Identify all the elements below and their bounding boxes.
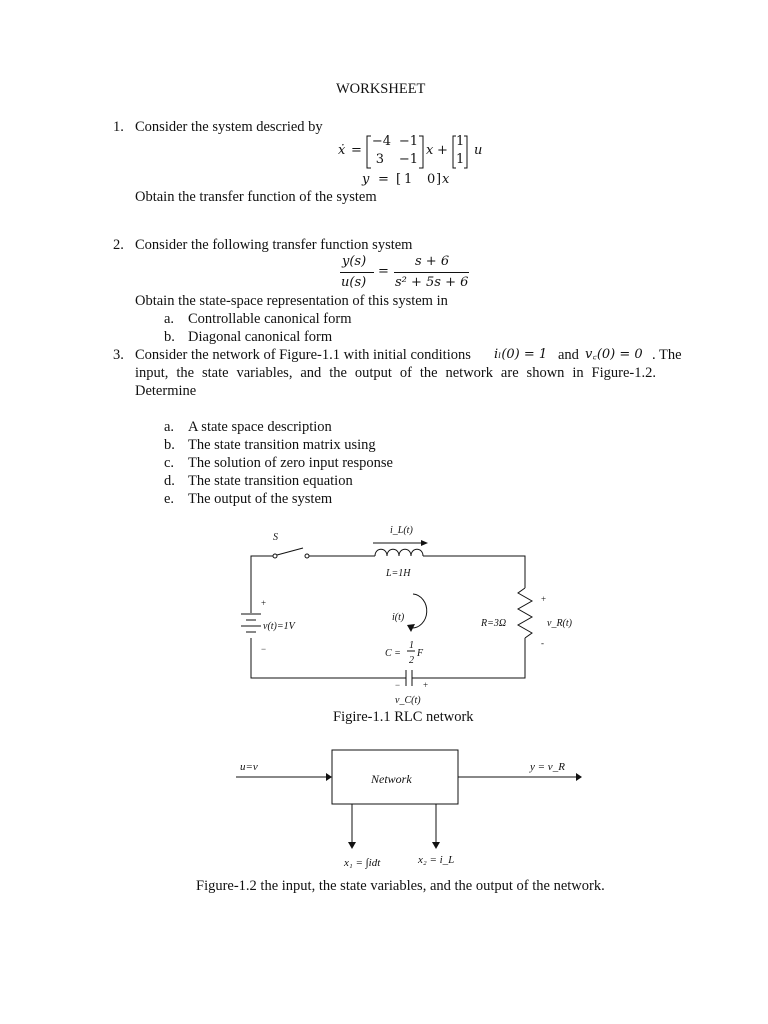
list-label: b. [164,437,175,453]
initial-condition: v꜀(0) = 0 [585,347,643,362]
initial-condition: iₗ(0) = 1 [494,347,548,362]
polarity-plus: + [423,680,429,690]
question-instruction: Obtain the state-space representation of this system in [135,293,448,309]
polarity-minus: − [395,680,401,690]
polarity-minus: − [261,644,267,654]
wire [251,638,406,678]
arrowhead [348,842,356,849]
matrix-cell: 1 [404,172,413,187]
wire [423,556,525,588]
matrix-cell: −4 [371,134,391,149]
switch-contact [273,554,277,558]
list-label: d. [164,473,175,489]
list-label: e. [164,491,175,507]
matrix-cell: −1 [398,134,418,149]
question-text: Consider the following transfer function system [135,237,413,253]
transfer-function: y(s) u(s) = s + 6 s² + 5s + 6 [341,254,469,290]
list-item: Controllable canonical form [188,311,352,327]
capacitor-voltage-label: v_C(t) [395,695,421,706]
matrix-cell: 0 [427,172,436,187]
question-text: Consider the system descried by [135,119,323,135]
polarity-minus: - [541,638,544,648]
polarity-plus: + [261,598,267,608]
list-item: The state transition equation [188,473,353,489]
state-equation: ẋ = −4 −1 3 −1 x + 1 1 u [338,132,498,172]
state-x1-label: x₁ = ∫idt [344,857,381,869]
inductor-current-label: i_L(t) [390,525,413,536]
output-equation: y = [ 1 0 ] x [362,172,450,187]
list-item: The state transition matrix using [188,437,376,453]
capacitor-unit: F [417,648,424,659]
figure-caption: Figire-1.1 RLC network [333,709,474,725]
arrowhead [421,540,428,546]
list-label: c. [164,455,175,471]
matrix-cell: −1 [398,152,418,167]
state-x2-label: x₂ = i_L [418,854,455,866]
list-item: The output of the system [188,491,333,507]
switch-label: S [273,532,278,543]
question-line: input, the state variables, and the output of the network are shown in Figure-1.2. [135,365,656,381]
resistor-voltage-label: v_R(t) [547,618,572,629]
vector-cell: 1 [456,152,465,167]
input-label: u=v [240,761,258,773]
output-label: y = v_R [530,761,565,773]
arrowhead [326,773,332,781]
resistor-label: R=3Ω [481,618,507,629]
list-item: The solution of zero input response [188,455,393,471]
capacitor-label: C = [385,648,401,659]
list-label: a. [164,311,175,327]
capacitor-value-num: 1 [409,640,414,651]
list-item: A state space description [188,419,332,435]
source-label: v(t)=1V [263,621,295,632]
vector-cell: 1 [456,134,465,149]
loop-current-label: i(t) [392,612,405,623]
question-number: 3. [113,347,124,363]
capacitor-value-den: 2 [409,655,414,666]
switch-lever [277,548,303,555]
inductor-label: L=1H [386,568,411,579]
matrix-cell: 3 [375,152,384,167]
wire [412,638,525,678]
fraction-bar [394,272,469,273]
figure-caption: Figure-1.2 the input, the state variables, and the output of the network. [196,878,605,894]
arrowhead [576,773,582,781]
fraction-bar [340,272,374,273]
question-number: 1. [113,119,124,135]
resistor [518,588,532,638]
list-label: b. [164,329,175,345]
list-label: a. [164,419,175,435]
network-block-diagram [230,745,590,875]
list-item: Diagonal canonical form [188,329,333,345]
rlc-circuit-diagram [225,518,572,713]
polarity-plus: + [541,594,547,604]
switch-contact [305,554,309,558]
question-instruction: Obtain the transfer function of the system [135,189,377,205]
question-number: 2. [113,237,124,253]
arrowhead [432,842,440,849]
inductor-coil [375,549,423,556]
question-line: Determine [135,383,197,399]
network-label: Network [371,772,412,786]
page-title: WORKSHEET [336,81,426,97]
loop-current-arrow [411,594,427,628]
question-line: Consider the network of Figure-1.1 with initial conditions [135,347,471,363]
